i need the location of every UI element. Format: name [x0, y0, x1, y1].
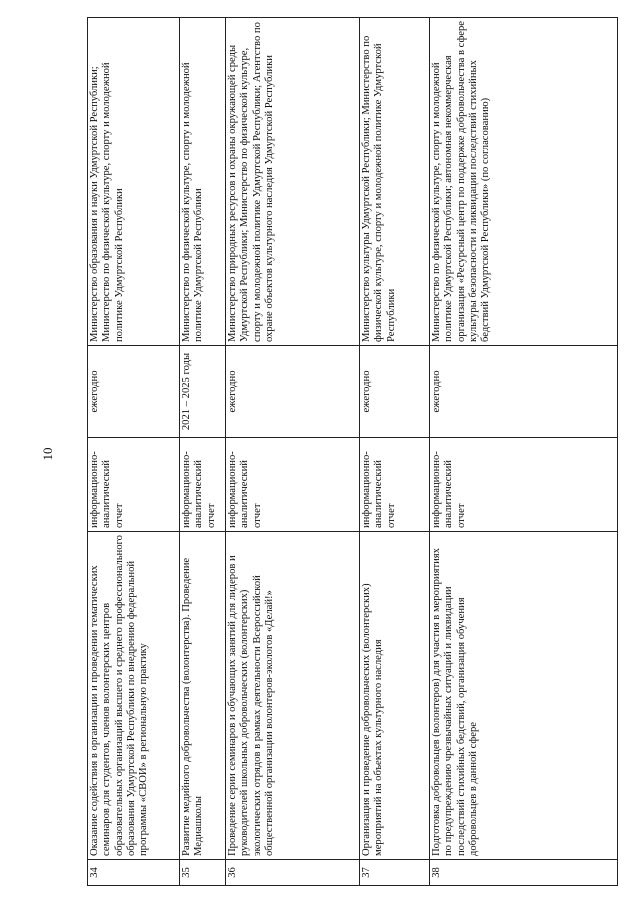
activity-cell: Оказание содействия в организации и проведении тематических семинаров для студентов, членов волонтерских центров образовательных организаций высшего и среднего профессионального образования Удмуртской Республики по внедрению федеральной программы «СВОИ» в региональную практику [88, 532, 180, 860]
executors-cell: Министерство культуры Удмуртской Республики; Министерство по физической культуре, спорту и молодежной политике Удмуртской Республики [360, 18, 430, 346]
term-cell: ежегодно [360, 346, 430, 438]
activity-cell: Проведение серии семинаров и обучающих занятий для лидеров и руководителей школьных добровольческих (волонтерских) экологических отрядов в рамках деятельности Всероссийской общественной организации волонтеров-экологов «Делай!» [226, 532, 360, 860]
executors-cell: Министерство образования и науки Удмуртской Республики; Министерство по физической культуре, спорту и молодежной политике Удмуртской Республики [88, 18, 180, 346]
executors-cell: Министерство природных ресурсов и охраны окружающей среды Удмуртской Республики; Министерство по физической культуре, спорту и молодежной политике Удмуртской Республики; Агентство по охране объектов культурного наследия Удмуртской Республики [226, 18, 360, 346]
report-form-cell: информационно-аналитический отчет [180, 438, 226, 532]
table-row [88, 18, 180, 886]
row-number: 38 [430, 860, 618, 886]
term-cell: ежегодно [88, 346, 180, 438]
term-cell: ежегодно [430, 346, 618, 438]
rotated-table-container [87, 18, 617, 886]
table-row [180, 18, 226, 886]
row-number: 34 [88, 860, 180, 886]
page-number: 10 [40, 447, 55, 461]
plan-table [87, 17, 618, 886]
row-number: 35 [180, 860, 226, 886]
report-form-cell: информационно-аналитический отчет [226, 438, 360, 532]
activity-cell: Организация и проведение добровольческих (волонтерских) мероприятий на объектах культурного наследия [360, 532, 430, 860]
term-cell: ежегодно [226, 346, 360, 438]
term-cell: 2021 – 2025 годы [180, 346, 226, 438]
executors-cell: Министерство по физической культуре, спорту и молодежной политике Удмуртской Республики [180, 18, 226, 346]
row-number: 36 [226, 860, 360, 886]
row-number: 37 [360, 860, 430, 886]
report-form-cell: информационно-аналитический отчет [360, 438, 430, 532]
activity-cell: Развитие медийного добровольчества (волонтерства). Проведение Медиашколы [180, 532, 226, 860]
table-row [226, 18, 360, 886]
table-row [430, 18, 618, 886]
executors-cell: Министерство по физической культуре, спорту и молодежной политике Удмуртской Республики; автономная некоммерческая организация «Ресурсный центр по поддержке добровольчества в сфере культуры безопасности и ликвидации последствий стихийных бедствий Удмуртской Республики» (по согласованию) [430, 18, 618, 346]
table-row [360, 18, 430, 886]
report-form-cell: информационно-аналитический отчет [430, 438, 618, 532]
activity-cell: Подготовка добровольцев (волонтеров) для участия в мероприятиях по предупреждению чрезвычайных ситуаций и ликвидации последствий стихийных бедствий, организация обучения добровольцев в данной сфере [430, 532, 618, 860]
report-form-cell: информационно-аналитический отчет [88, 438, 180, 532]
